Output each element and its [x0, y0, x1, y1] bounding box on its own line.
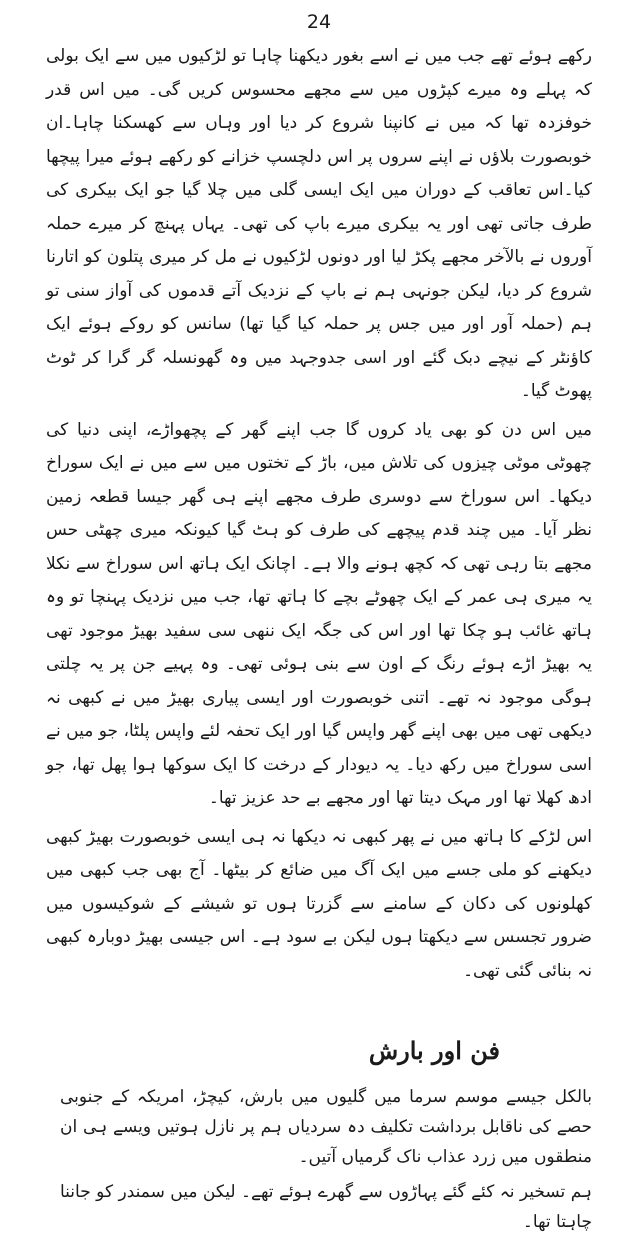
page-number: 24 — [306, 11, 332, 33]
main-text — [46, 40, 592, 988]
paragraph-2: میں اس دن کو بھی یاد کروں گا جب اپنے گھر کے پچھواڑے، اپنی دنیا کی چھوٹی موٹی چیزوں کی تلاش میں، باڑ کے تختوں میں سے میں نے ایک سوراخ دیکھا۔ اس سوراخ سے دوسری طرف مجھے اپنے ہی گھر جیسا قطعہ زمین نظر آیا۔ میں چند قدم پیچھے کی طرف کو ہٹ گیا کیونکہ میری چھٹی حس مجھے بتا رہی تھی کہ کچھ ہونے والا ہے۔ اچانک ایک ہاتھ اس سوراخ سے نکلا یہ میری ہی عمر کے ایک چھوٹے بچے کا ہاتھ تھا، جب میں نزدیک پہنچا تو وہ ہاتھ غائب ہو چکا تھا اور اس کی جگہ ایک ننھی سی سفید بھیڑ موجود تھی یہ بھیڑ اڑے ہوئے رنگ کے اون سے بنی ہوئی تھی۔ وہ پہیے جن پر یہ چلتی ہوگی موجود نہ تھے۔ اتنی خوبصورت اور ایسی پیاری بھیڑ میں نے کبھی نہ دیکھی تھی میں بھی اپنے گھر واپس گیا اور ایک تحفہ لئے واپس پلٹا، جو میں نے اسی سوراخ میں رکھ دیا۔ یہ دیودار کے درخت کا ایک سوکھا ہوا پھل تھا، جو ادھ کھلا تھا اور مہک دیتا تھا اور مجھے بے حد عزیز تھا۔ — [46, 419, 592, 808]
section-paragraph-2: ہم تسخیر نہ کئے گئے پہاڑوں سے گھرے ہوئے تھے۔ لیکن میں سمندر کو جاننا چاہتا تھا۔ — [60, 1182, 592, 1232]
paragraph-1: رکھے ہوئے تھے جب میں نے اسے بغور دیکھنا چاہا تو لڑکیوں میں سے ایک بولی کہ پہلے وہ میرے کپڑوں میں سے مجھے محسوس کریں گی۔ میں اس قدر خوفزدہ تھا کہ میں نے کانپنا شروع کر دیا اور وہاں سے کھسکنا چاہا۔ان خوبصورت بلاؤں نے اپنے سروں پر اس دلچسپ خزانے کو رکھے ہوئے میرا پیچھا کیا۔اس تعاقب کے دوران میں ایک ایسی گلی میں چلا گیا جو ایک بیکری کی طرف جاتی تھی اور یہ بیکری میرے باپ کی تھی۔ یہاں پہنچ کر میرے حملہ آوروں نے بالآخر مجھے پکڑ لیا اور دونوں لڑکیوں نے مل کر میری پتلون کو اتارنا شروع کر دیا، لیکن جونہی ہم نے باپ کے نزدیک آتے قدموں کی آواز سنی تو ہم (حملہ آور اور میں جس پر حملہ کیا گیا تھا) سانس کو روکے ہوئے ایک کاؤنٹر کے نیچے دبک گئے اور اسی جدوجہد میں وہ گھونسلہ گر گرا کر ٹوٹ پھوٹ گیا۔ — [46, 46, 592, 401]
section-text — [46, 1082, 592, 1237]
section-paragraph-1: بالکل جیسے موسم سرما میں گلیوں میں بارش، کیچڑ، امریکہ کے جنوبی حصے کی ناقابل برداشت تکلیف دہ سردیاں ہم پر نازل ہوتیں ویسے ہی ان منطقوں میں زرد عذاب ناک گرمیاں آتیں۔ — [60, 1087, 592, 1167]
paragraph-3: اس لڑکے کا ہاتھ میں نے پھر کبھی نہ دیکھا نہ ہی ایسی خوبصورت بھیڑ کبھی دیکھنے کو ملی جسے میں ایک آگ میں ضائع کر بیٹھا۔ آج بھی جب کبھی میں کھلونوں کی دکان کے سامنے سے گزرتا ہوں تو شیشے کے شوکیسوں میں ضرور تجسس سے دیکھتا ہوں لیکن بے سود ہے۔ اس جیسی بھیڑ دوبارہ کبھی نہ بنائی گئی تھی۔ — [46, 826, 592, 981]
section-title: فن اور بارش — [368, 1036, 500, 1065]
